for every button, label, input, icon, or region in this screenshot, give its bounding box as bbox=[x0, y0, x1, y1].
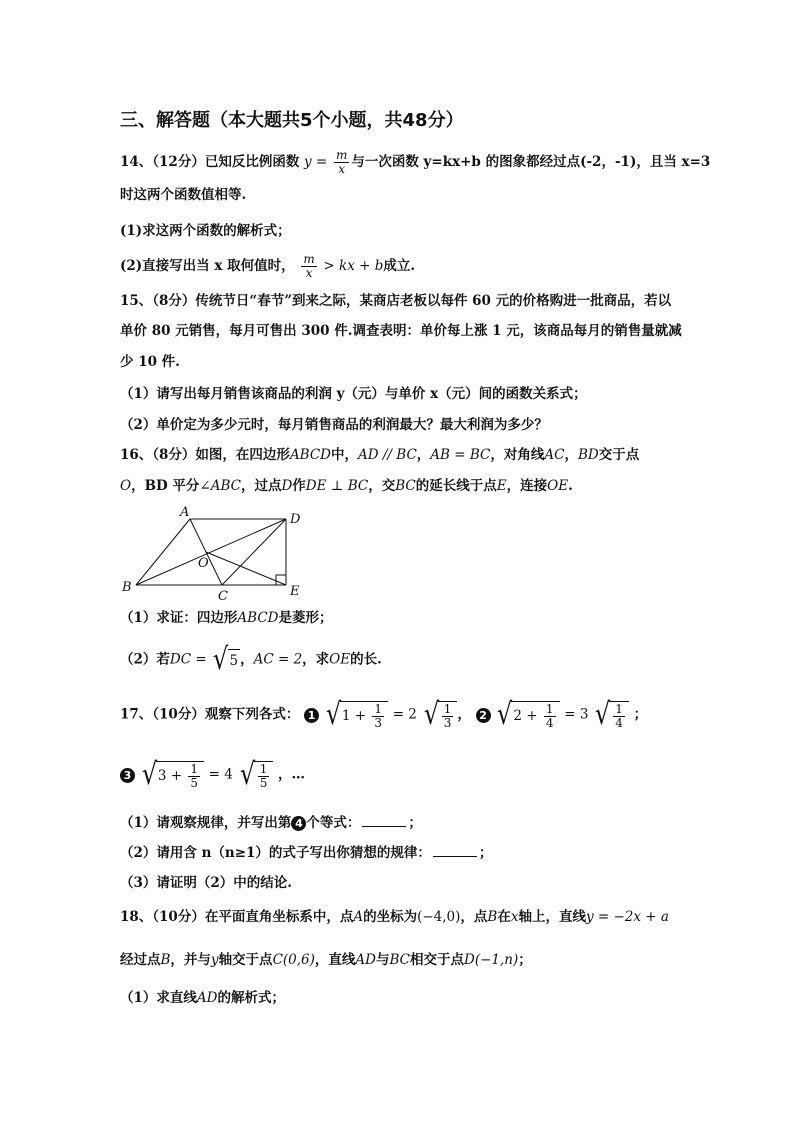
q17-part1: （1）请观察规律，并写出第 4 个等式： ； bbox=[120, 815, 422, 831]
sqrt-5: √5 bbox=[213, 642, 239, 677]
q14-part1: (1)求这两个函数的解析式； bbox=[120, 223, 291, 239]
q18-line2: 经过点B，并与y轴交于点C(0,6)，直线AD与BC相交于点D(−1,n)； bbox=[120, 952, 532, 968]
diagonal-bd bbox=[136, 519, 286, 585]
sqrt-expr-3: √3 + $\frac{1}{5}$ bbox=[140, 760, 204, 790]
q16-part2: （2）若DC = √5 ，AC = 2，求OE的长. bbox=[120, 642, 382, 677]
section-title: 三、解答题（本大题共5个小题，共48分） bbox=[120, 110, 464, 131]
sqrt-expr-2: √2 + $\frac{1}{4}$ bbox=[495, 700, 559, 730]
q15-line1: 15、（8分）传统节日“春节”到来之际，某商店老板以每件 60 元的价格购进一批商品，若以 bbox=[120, 293, 672, 309]
q16-line1: 16、（8分）如图，在四边形ABCD中，AD // BC，AB = BC，对角线AC，BD交于点 bbox=[120, 447, 640, 463]
q17-line1: 17、（10分）观察下列各式： 1 √1 + $\frac{1}{3}$ = 2 √ $\frac{1}{3}$ ， 2 √2 + $\frac{1}{4}$ = 3 √ $\frac{1}{4}$ ； bbox=[120, 697, 648, 732]
segment-ab bbox=[136, 519, 190, 585]
q17-part3: （3）请证明（2）中的结论. bbox=[120, 875, 292, 891]
q14-fraction-m-over-x-2: $\frac{m}{x}$ bbox=[303, 252, 315, 280]
q17-part2: （2）请用含 n（n≥1）的式子写出你猜想的规律： ； bbox=[120, 845, 493, 861]
q18-line1: 18、（10分）在平面直角坐标系中，点A的坐标为(−4,0)，点B在x轴上，直线y = −2x + a bbox=[120, 909, 669, 925]
circled-4: 4 bbox=[291, 816, 306, 831]
label-e: E bbox=[290, 584, 300, 599]
sqrt-one-quarter: √ $\frac{1}{4}$ bbox=[593, 700, 629, 730]
q14-label: 14、（12分） bbox=[120, 154, 205, 170]
rhombus-figure bbox=[118, 505, 308, 605]
q14-line2: 时这两个函数值相等. bbox=[120, 187, 247, 203]
q14-part2: (2)直接写出当 x 取何值时， $\frac{m}{x}$ > kx + b成立. bbox=[120, 252, 416, 280]
q16-line2: O，BD 平分∠ABC，过点D作DE ⊥ BC，交BC的延长线于点E，连接OE. bbox=[120, 478, 573, 494]
label-o: O bbox=[198, 556, 209, 571]
sqrt-one-fifth: √ $\frac{1}{5}$ bbox=[238, 760, 274, 790]
circled-3: 3 bbox=[120, 768, 135, 783]
q15-part1: （1）请写出每月销售该商品的利润 y（元）与单价 x（元）间的函数关系式； bbox=[120, 386, 587, 402]
q14-line1: 14、（12分）已知反比例函数 y = $\frac{m}{x}$ 与一次函数 y=kx+b 的图象都经过点(-2，-1)，且当 x=3 bbox=[120, 148, 711, 176]
q15-line2: 单价 80 元销售，每月可售出 300 件.调查表明：单价每上涨 1 元，该商品每月的销售量就减 bbox=[120, 323, 682, 339]
q14-fraction-m-over-x: $\frac{m}{x}$ bbox=[335, 148, 348, 176]
label-a: A bbox=[180, 505, 190, 520]
q17-line2: 3 √3 + $\frac{1}{5}$ = 4 √ $\frac{1}{5}$ ，… bbox=[120, 760, 305, 790]
label-c: C bbox=[218, 589, 228, 604]
label-b: B bbox=[122, 580, 132, 595]
right-angle-mark bbox=[276, 575, 286, 585]
circled-1: 1 bbox=[304, 708, 319, 723]
q15-part2: （2）单价定为多少元时，每月销售商品的利润最大？最大利润为多少？ bbox=[120, 417, 548, 433]
sqrt-expr-1: √1 + $\frac{1}{3}$ bbox=[324, 700, 388, 730]
answer-blank-1 bbox=[362, 814, 406, 827]
q15-line3: 少 10 件. bbox=[120, 354, 180, 370]
answer-blank-2 bbox=[433, 844, 477, 857]
segment-oe bbox=[206, 552, 286, 585]
q18-part1: （1）求直线AD的解析式； bbox=[120, 990, 285, 1006]
q16-part1: （1）求证：四边形ABCD是菱形； bbox=[120, 610, 333, 626]
sqrt-one-third: √ $\frac{1}{3}$ bbox=[422, 700, 458, 730]
circled-2: 2 bbox=[476, 708, 491, 723]
label-d: D bbox=[290, 512, 301, 527]
